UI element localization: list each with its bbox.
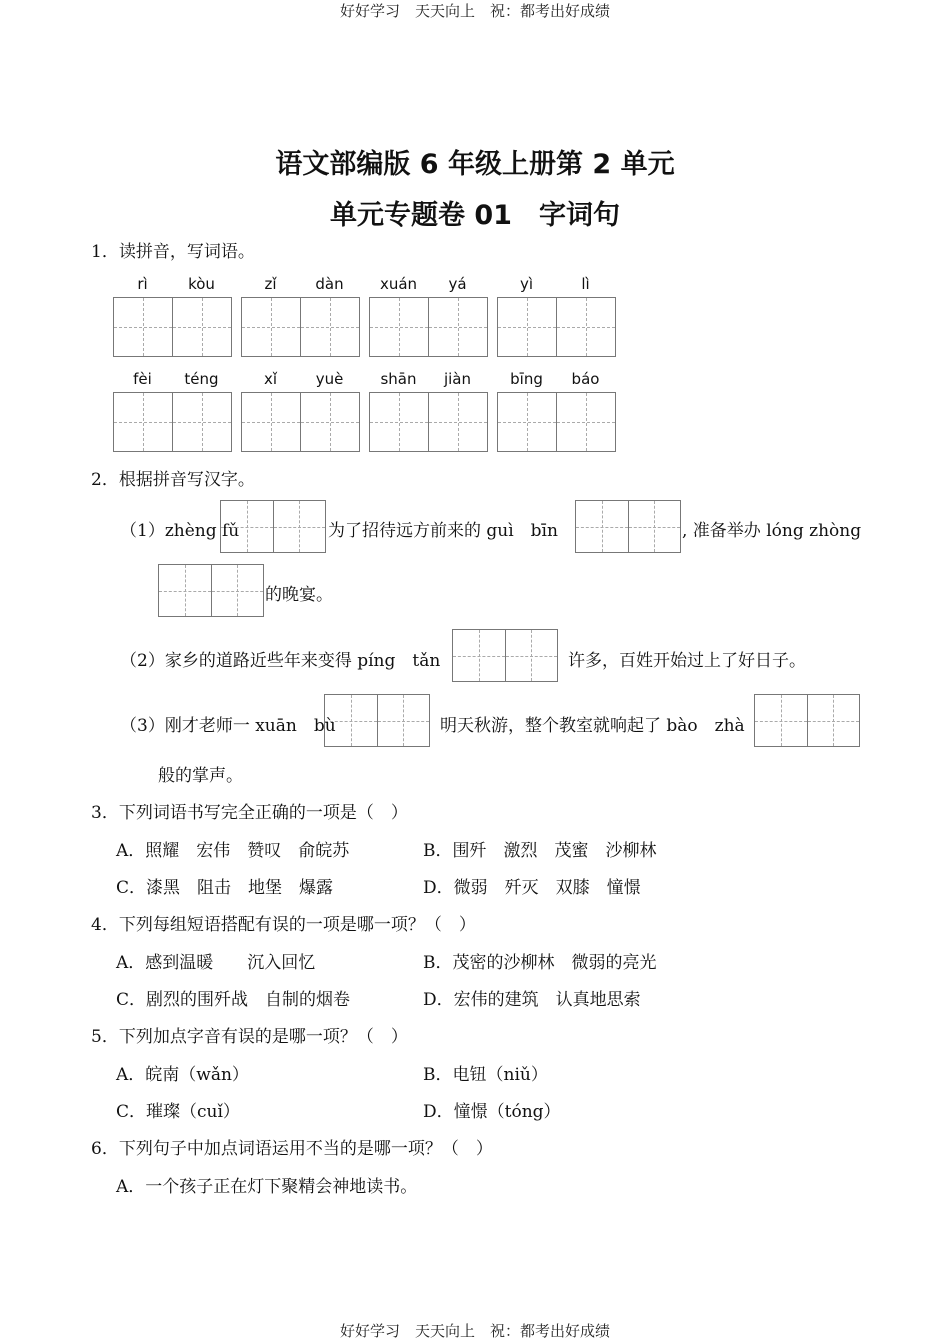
q3-option-d[interactable]: D．微弱 歼灭 双膝 憧憬 xyxy=(423,878,641,898)
q2-s3-text: 般的掌声。 xyxy=(158,766,243,786)
q1-pinyin: xǐ xyxy=(263,370,278,388)
q5-option-c[interactable]: C．璀璨（cuǐ） xyxy=(116,1102,240,1122)
q3-option-c[interactable]: C．漆黑 阻击 地堡 爆露 xyxy=(116,878,334,898)
title-line-1: 语文部编版 6 年级上册第 2 单元 xyxy=(275,149,675,180)
q2-answer-grid[interactable] xyxy=(220,500,326,553)
q1-pinyin: yá xyxy=(448,275,467,293)
q3-option-a[interactable]: A．照耀 宏伟 赞叹 俞皖苏 xyxy=(116,841,350,861)
page-footer: 好好学习 天天向上 祝：都考出好成绩 xyxy=(339,1322,610,1340)
page-header: 好好学习 天天向上 祝：都考出好成绩 xyxy=(339,2,610,20)
q1-answer-grid[interactable] xyxy=(113,297,232,357)
q2-answer-grid[interactable] xyxy=(324,694,430,747)
q1-pinyin: zǐ xyxy=(264,275,277,293)
q2-answer-grid[interactable] xyxy=(158,564,264,617)
q1-answer-grid[interactable] xyxy=(113,392,232,452)
q2-s1-text: 的晚宴。 xyxy=(265,585,333,605)
q2-s1-text: （1）zhèng fǔ xyxy=(120,521,240,541)
q1-pinyin: téng xyxy=(184,370,219,388)
q1-pinyin: jiàn xyxy=(443,370,472,388)
q2-s1-text: , 准备举办 lóng zhòng xyxy=(682,521,862,541)
q4-option-d[interactable]: D．宏伟的建筑 认真地思索 xyxy=(423,990,641,1010)
q2-s1-text: 为了招待远方前来的 guì bīn xyxy=(328,521,558,541)
q4-stem: 4．下列每组短语搭配有误的一项是哪一项？（ ） xyxy=(91,915,476,935)
q1-pinyin: lì xyxy=(581,275,590,293)
q1-answer-grid[interactable] xyxy=(241,297,360,357)
q5-stem: 5．下列加点字音有误的是哪一项？（ ） xyxy=(91,1027,408,1047)
q2-stem: 2．根据拼音写汉字。 xyxy=(91,470,255,490)
q1-pinyin: shān xyxy=(380,370,417,388)
q4-option-a[interactable]: A．感到温暖 沉入回忆 xyxy=(116,953,316,973)
q1-answer-grid[interactable] xyxy=(497,297,616,357)
q2-answer-grid[interactable] xyxy=(754,694,860,747)
q1-pinyin: xuán xyxy=(379,275,418,293)
q1-answer-grid[interactable] xyxy=(369,392,488,452)
q6-option-a[interactable]: A．一个孩子正在灯下聚精会神地读书。 xyxy=(116,1177,418,1197)
q1-pinyin: yuè xyxy=(315,370,344,388)
q6-stem: 6．下列句子中加点词语运用不当的是哪一项？（ ） xyxy=(91,1139,493,1159)
q2-answer-grid[interactable] xyxy=(575,500,681,553)
q2-s3-text: 明天秋游，整个教室就响起了 bào zhà xyxy=(440,716,745,736)
q5-option-a[interactable]: A．皖南（wǎn） xyxy=(116,1065,249,1085)
q1-stem: 1．读拼音，写词语。 xyxy=(91,242,255,262)
q3-stem: 3．下列词语书写完全正确的一项是（ ） xyxy=(91,803,408,823)
q1-answer-grid[interactable] xyxy=(369,297,488,357)
q1-pinyin: kòu xyxy=(188,275,215,293)
q1-pinyin: dàn xyxy=(315,275,344,293)
q1-pinyin: bīng xyxy=(510,370,543,388)
q3-option-b[interactable]: B．围歼 激烈 茂蜜 沙柳林 xyxy=(423,841,657,861)
q5-option-b[interactable]: B．电钮（niǔ） xyxy=(423,1065,548,1085)
q5-option-d[interactable]: D．憧憬（tóng） xyxy=(423,1102,561,1122)
q2-s3-text: （3）刚才老师一 xuān bù xyxy=(120,716,336,736)
q1-pinyin: yì xyxy=(519,275,534,293)
q2-s2-text: 许多，百姓开始过上了好日子。 xyxy=(568,651,806,671)
q1-pinyin: báo xyxy=(571,370,600,388)
q4-option-c[interactable]: C．剧烈的围歼战 自制的烟卷 xyxy=(116,990,351,1010)
q1-pinyin: fèi xyxy=(133,370,152,388)
q2-s2-text: （2）家乡的道路近些年来变得 píng tǎn xyxy=(120,651,441,671)
q1-answer-grid[interactable] xyxy=(241,392,360,452)
q1-pinyin: rì xyxy=(137,275,148,293)
q2-answer-grid[interactable] xyxy=(452,629,558,682)
q1-answer-grid[interactable] xyxy=(497,392,616,452)
q4-option-b[interactable]: B．茂密的沙柳林 微弱的亮光 xyxy=(423,953,657,973)
title-line-2: 单元专题卷 01 字词句 xyxy=(330,200,620,231)
